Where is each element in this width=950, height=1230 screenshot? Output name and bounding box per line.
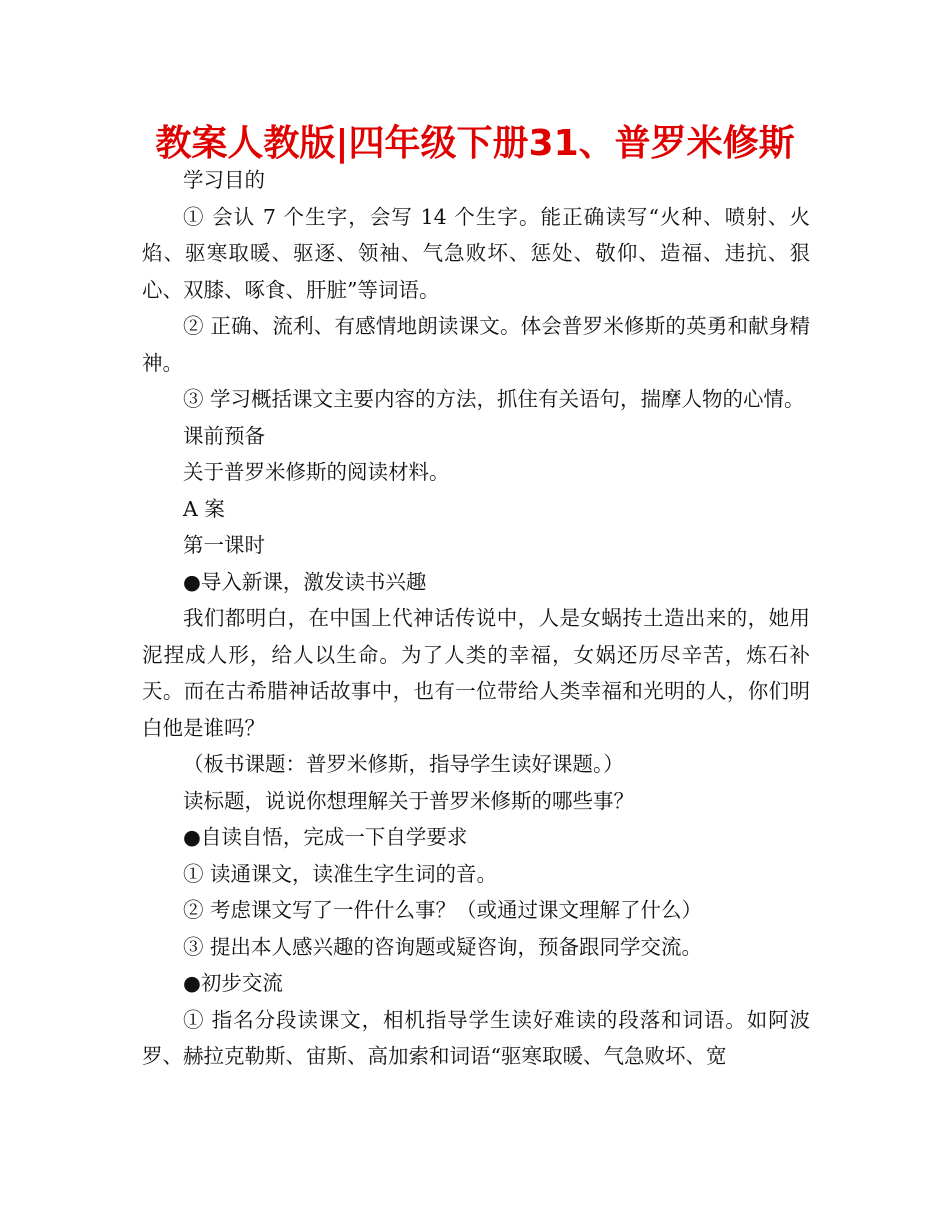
heading-plan-a: A 案 — [183, 496, 225, 521]
step-introduction-heading: ●导入新课，激发读书兴趣 — [183, 569, 427, 594]
read-title-paragraph: 读标题，说说你想理解关于普罗米修斯的哪些事？ — [183, 788, 634, 813]
heading-first-lesson: 第一课时 — [183, 533, 265, 557]
self-study-item-2: ② 考虑课文写了一件什么事？（或通过课文理解了什么） — [183, 898, 703, 922]
goal-3-paragraph: ③ 学习概括课文主要内容的方法，抓住有关语句，揣摩人物的心情。 — [183, 387, 805, 411]
preparation-paragraph: 关于普罗米修斯的阅读材料。 — [183, 460, 450, 484]
document-body — [142, 162, 810, 1075]
introduction-paragraph: 我们都明白，在中国上代神话传说中，人是女蜗抟土造出来的，她用泥捏成人形，给人以生命。为了人类的幸福，女娲还历尽辛苦，炼石补天。而在古希腊神话故事中，也有一位带给人类幸福和光明的人，你们明白他是谁吗？ — [142, 606, 810, 740]
heading-preparation: 课前预备 — [183, 423, 265, 448]
heading-learning-goals: 学习目的 — [183, 168, 265, 192]
goal-2-paragraph: ② 正确、流利、有感情地朗读课文。体会普罗米修斯的英勇和献身精神。 — [142, 314, 810, 375]
board-note-paragraph: （板书课题：普罗米修斯，指导学生读好课题。） — [183, 752, 624, 776]
self-study-item-3: ③ 提出本人感兴趣的咨询题或疑咨询，预备跟同学交流。 — [183, 934, 703, 959]
self-study-item-1: ① 读通课文，读准生字生词的音。 — [183, 861, 498, 886]
goal-1-paragraph: ① 会认 7 个生字，会写 14 个生字。能正确读写“火种、喷射、火焰、驱寒取暖、驱逐、领袖、气急败坏、惩处、敬仰、造福、违抗、狠心、双膝、啄食、肝脏”等词语。 — [142, 204, 810, 302]
step-exchange-heading: ●初步交流 — [183, 971, 283, 995]
step-self-study-heading: ●自读自悟，完成一下自学要求 — [183, 825, 468, 849]
exchange-item-1: ① 指名分段读课文，相机指导学生读好难读的段落和词语。如阿波罗、赫拉克勒斯、宙斯、高加索和词语“驱寒取暖、气急败坏、宽 — [142, 1007, 810, 1068]
document-title: 教案人教版|四年级下册31、普罗米修斯 — [155, 123, 795, 164]
